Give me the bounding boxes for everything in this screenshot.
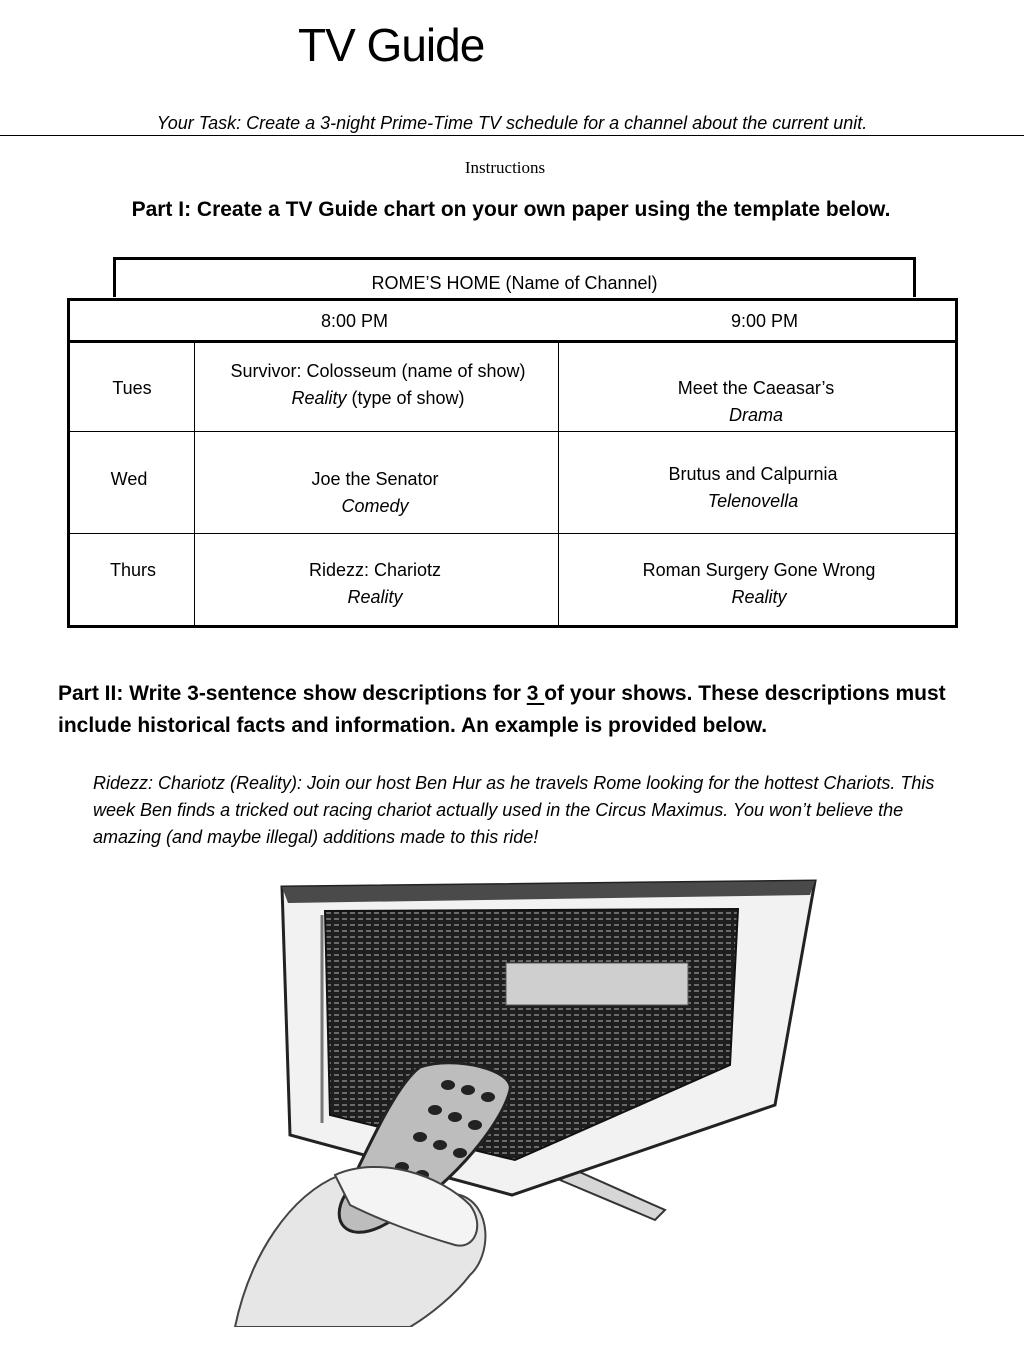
show-name: Meet the Caeasar’s xyxy=(677,378,835,398)
row-divider xyxy=(70,431,955,432)
show-cell xyxy=(558,375,954,429)
part-two-heading: Part II: Write 3-sentence show descriptions for 3 of your shows. These descriptions must include historical facts and information. An example is provided below. xyxy=(58,682,946,737)
show-name: Brutus and Calpurnia xyxy=(668,464,838,484)
show-type: Comedy xyxy=(341,496,409,516)
day-label: Thurs xyxy=(109,560,156,580)
show-type-line xyxy=(196,385,560,412)
day-label: Wed xyxy=(110,469,148,489)
show-type: Drama xyxy=(728,405,783,425)
time-header-row xyxy=(67,298,958,343)
schedule-grid xyxy=(67,341,958,628)
show-cell xyxy=(558,461,948,515)
task-statement: Your Task: Create a 3-night Prime-Time TV schedule for a channel about the current unit. xyxy=(156,113,868,133)
part-one-heading: Part I: Create a TV Guide chart on your own paper using the template below. xyxy=(131,198,891,221)
time-9pm: 9:00 PM xyxy=(731,311,799,331)
divider xyxy=(0,135,1024,136)
instructions-heading: Instructions xyxy=(464,158,546,177)
show-name: Ridezz: Chariotz xyxy=(308,560,442,580)
show-type: Telenovella xyxy=(707,491,799,511)
show-cell xyxy=(196,466,554,520)
screen-highlight xyxy=(506,963,688,1005)
show-name: Survivor: Colosseum (name of show) xyxy=(230,361,526,381)
show-name: Roman Surgery Gone Wrong xyxy=(642,560,876,580)
show-cell xyxy=(196,358,560,412)
time-8pm: 8:00 PM xyxy=(321,311,389,331)
channel-name-box: ROME’S HOME (Name of Channel) xyxy=(113,257,916,297)
day-label: Tues xyxy=(112,378,152,398)
part-two-emphasis: 3 xyxy=(526,682,545,705)
tv-stand xyxy=(560,1170,665,1220)
tv-and-remote-icon xyxy=(230,875,830,1327)
show-name: Joe the Senator xyxy=(311,469,439,489)
show-cell xyxy=(558,557,960,611)
show-type: Reality xyxy=(731,587,787,607)
show-type-note: (type of show) xyxy=(346,388,465,408)
show-type: Reality xyxy=(291,388,347,408)
show-cell xyxy=(196,557,554,611)
example-description: Ridezz: Chariotz (Reality): Join our host Ben Hur as he travels Rome looking for the hottest Chariots. This week Ben finds a tricked out racing chariot actually used in the Circus Maximus. You won’t believe the amazing (and maybe illegal) additions made to this ride! xyxy=(93,773,935,847)
page-title: TV Guide xyxy=(298,19,485,71)
row-divider xyxy=(70,533,955,534)
show-type: Reality xyxy=(347,587,403,607)
